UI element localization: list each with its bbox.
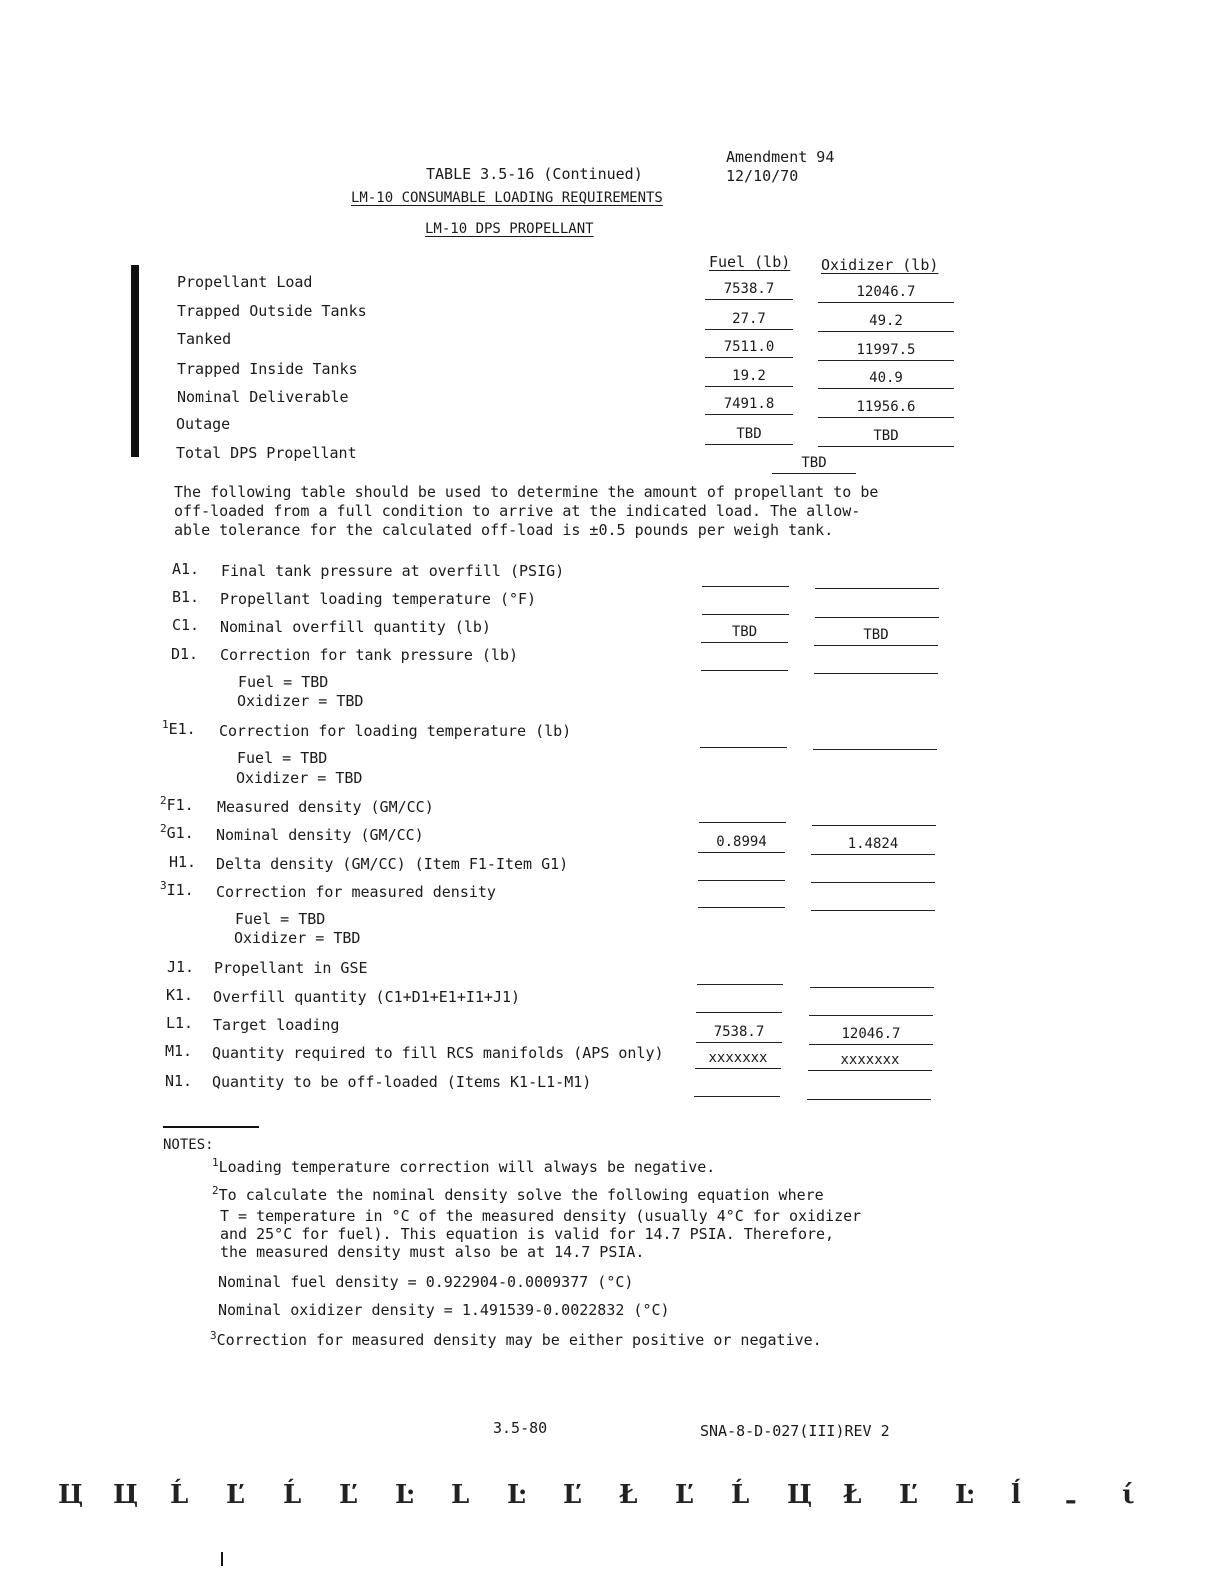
binder-mark: Ц [787, 1480, 813, 1510]
item-id [160, 796, 194, 814]
footnote-ref: 2 [160, 794, 167, 807]
intro-line: The following table should be used to determine the amount of propellant to be [174, 483, 879, 501]
item-id: N1. [165, 1072, 193, 1090]
item-text: Quantity required to fill RCS manifolds (APS only) [212, 1044, 664, 1062]
item-sub-fuel: Fuel = TBD [238, 673, 329, 691]
note-text: To calculate the nominal density solve the following equation where [218, 1186, 824, 1204]
item-id: A1. [172, 560, 200, 578]
oxidizer-density-equation: Nominal oxidizer density = 1.491539-0.0022832 (°C) [218, 1301, 670, 1319]
load-oxidizer-value: 40.9 [818, 368, 954, 389]
item-text: Nominal overfill quantity (lb) [220, 618, 491, 636]
load-oxidizer-value: 11997.5 [818, 340, 954, 361]
binder-mark: ί [1122, 1480, 1135, 1510]
item-text: Correction for tank pressure (lb) [220, 646, 519, 664]
item-text: Delta density (GM/CC) (Item F1-Item G1) [216, 855, 569, 873]
load-row-label: Propellant Load [177, 273, 313, 291]
note-1 [212, 1158, 715, 1176]
item-fuel-value [699, 802, 786, 823]
item-sub-oxidizer: Oxidizer = TBD [234, 929, 361, 947]
load-fuel-value: 19.2 [705, 366, 793, 387]
item-oxidizer-value: TBD [814, 625, 938, 646]
item-id: M1. [165, 1042, 193, 1060]
binder-mark: Ľ [226, 1480, 245, 1510]
item-id: C1. [172, 616, 200, 634]
binder-mark: Ł [619, 1480, 638, 1510]
item-id [160, 824, 194, 842]
footnote-number: 3 [210, 1329, 217, 1342]
item-text: Target loading [213, 1016, 340, 1034]
load-fuel-value: 27.7 [705, 309, 793, 330]
binder-mark: ـ [1067, 1480, 1075, 1510]
item-fuel-value: xxxxxxx [695, 1048, 781, 1069]
item-fuel-value [702, 566, 789, 587]
page-number: 3.5-80 [493, 1419, 548, 1437]
item-oxidizer-value [813, 729, 937, 750]
total-propellant-value: TBD [772, 453, 856, 474]
item-text: Propellant loading temperature (°F) [220, 590, 537, 608]
footnote-ref: 3 [160, 879, 167, 892]
table-subtitle: LM-10 CONSUMABLE LOADING REQUIREMENTS [351, 190, 663, 206]
binder-mark: Ц [58, 1480, 84, 1510]
item-id: L1. [166, 1014, 194, 1032]
item-id: K1. [166, 986, 194, 1004]
item-fuel-value: TBD [701, 622, 788, 643]
intro-line: able tolerance for the calculated off-load is ±0.5 pounds per weigh tank. [174, 521, 834, 539]
revision-change-bar [131, 265, 139, 457]
binder-mark: Ŀ [955, 1480, 974, 1510]
item-id-text: E1. [168, 720, 196, 738]
binder-mark: Ľ [339, 1480, 358, 1510]
item-text: Correction for measured density [216, 883, 496, 901]
item-id [162, 720, 196, 738]
item-fuel-value [698, 860, 785, 881]
footnote-number: 2 [212, 1184, 219, 1197]
item-text: Final tank pressure at overfill (PSIG) [221, 562, 565, 580]
load-row-label: Trapped Inside Tanks [177, 360, 358, 378]
item-text: Nominal density (GM/CC) [216, 826, 424, 844]
intro-line: off-loaded from a full condition to arrive at the indicated load. The allow- [174, 502, 861, 520]
item-sub-oxidizer: Oxidizer = TBD [236, 769, 363, 787]
load-fuel-value: 7511.0 [705, 337, 793, 358]
amendment-date: 12/10/70 [726, 167, 799, 185]
item-oxidizer-value [815, 568, 939, 589]
note-text: Correction for measured density may be either positive or negative. [216, 1331, 822, 1349]
item-fuel-value [697, 964, 783, 985]
item-sub-fuel: Fuel = TBD [235, 910, 326, 928]
binder-mark: Ł [843, 1480, 862, 1510]
item-fuel-value: 0.8994 [698, 832, 785, 853]
footnote-ref: 1 [162, 718, 169, 731]
load-oxidizer-value: 12046.7 [818, 282, 954, 303]
item-oxidizer-value: 12046.7 [809, 1024, 933, 1045]
item-id: H1. [169, 853, 197, 871]
item-id: B1. [172, 588, 200, 606]
item-oxidizer-value [812, 805, 936, 826]
load-oxidizer-value: 49.2 [818, 311, 954, 332]
binder-mark: Ŀ [507, 1480, 526, 1510]
item-text: Overfill quantity (C1+D1+E1+I1+J1) [213, 988, 521, 1006]
binder-mark: L [451, 1480, 470, 1510]
binder-mark: Ľ [563, 1480, 582, 1510]
binder-mark: Ц [113, 1480, 139, 1510]
item-text: Measured density (GM/CC) [217, 798, 434, 816]
section-title: LM-10 DPS PROPELLANT [425, 221, 594, 237]
item-oxidizer-value [815, 597, 939, 618]
item-id: J1. [167, 958, 195, 976]
note-3 [210, 1331, 822, 1349]
binder-mark: Ŀ [395, 1480, 414, 1510]
load-oxidizer-value: 11956.6 [818, 397, 954, 418]
load-row-label: Outage [176, 415, 231, 433]
load-row-label: Tanked [177, 330, 232, 348]
item-oxidizer-value [814, 653, 938, 674]
load-fuel-value: TBD [705, 424, 793, 445]
item-id-text: F1. [166, 796, 194, 814]
item-fuel-value [700, 727, 787, 748]
item-fuel-value [696, 992, 782, 1013]
item-fuel-value [694, 1076, 780, 1097]
binder-mark: Ľ [899, 1480, 918, 1510]
binder-mark: Ĺ [283, 1480, 302, 1510]
notes-separator [163, 1126, 259, 1128]
notes-heading: NOTES: [163, 1137, 214, 1153]
item-id-text: I1. [166, 881, 194, 899]
item-oxidizer-value: 1.4824 [811, 834, 935, 855]
binder-mark: Ĺ [170, 1480, 189, 1510]
note-2-line [212, 1186, 824, 1204]
item-oxidizer-value: xxxxxxx [808, 1050, 932, 1071]
item-oxidizer-value [809, 995, 933, 1016]
load-row-label: Nominal Deliverable [177, 388, 349, 406]
binder-mark: Ĺ [731, 1480, 750, 1510]
fuel-column-header: Fuel (lb) [709, 253, 791, 271]
item-fuel-value [702, 594, 789, 615]
note-2-line: T = temperature in °C of the measured density (usually 4°C for oxidizer [220, 1207, 862, 1225]
item-text: Propellant in GSE [214, 959, 368, 977]
item-fuel-value [701, 650, 788, 671]
item-text: Correction for loading temperature (lb) [219, 722, 572, 740]
load-row-label: Total DPS Propellant [176, 444, 357, 462]
note-2-line: the measured density must also be at 14.7 PSIA. [220, 1243, 645, 1261]
item-oxidizer-value [811, 862, 935, 883]
item-id-text: G1. [166, 824, 194, 842]
item-id: D1. [171, 645, 199, 663]
load-fuel-value: 7491.8 [705, 394, 793, 415]
amendment-label: Amendment 94 [726, 148, 835, 166]
note-text: Loading temperature correction will always be negative. [218, 1158, 716, 1176]
oxidizer-column-header: Oxidizer (lb) [821, 256, 939, 274]
item-oxidizer-value [807, 1079, 931, 1100]
item-id [160, 881, 194, 899]
binder-mark: ĺ [1011, 1480, 1021, 1510]
item-text: Quantity to be off-loaded (Items K1-L1-M1) [212, 1073, 592, 1091]
table-title: TABLE 3.5-16 (Continued) [426, 165, 643, 183]
item-fuel-value [698, 887, 785, 908]
scan-artifact-line [221, 1552, 223, 1566]
fuel-density-equation: Nominal fuel density = 0.922904-0.0009377 (°C) [218, 1273, 634, 1291]
item-oxidizer-value [811, 890, 935, 911]
load-fuel-value: 7538.7 [705, 279, 793, 300]
footnote-number: 1 [212, 1156, 219, 1169]
item-sub-fuel: Fuel = TBD [237, 749, 328, 767]
load-oxidizer-value: TBD [818, 426, 954, 447]
note-2-line: and 25°C for fuel). This equation is valid for 14.7 PSIA. Therefore, [220, 1225, 835, 1243]
item-fuel-value: 7538.7 [696, 1022, 782, 1043]
load-row-label: Trapped Outside Tanks [177, 302, 367, 320]
item-oxidizer-value [810, 967, 934, 988]
document-number: SNA-8-D-027(III)REV 2 [700, 1422, 890, 1440]
item-sub-oxidizer: Oxidizer = TBD [237, 692, 364, 710]
footnote-ref: 2 [160, 822, 167, 835]
binder-mark: Ľ [675, 1480, 694, 1510]
